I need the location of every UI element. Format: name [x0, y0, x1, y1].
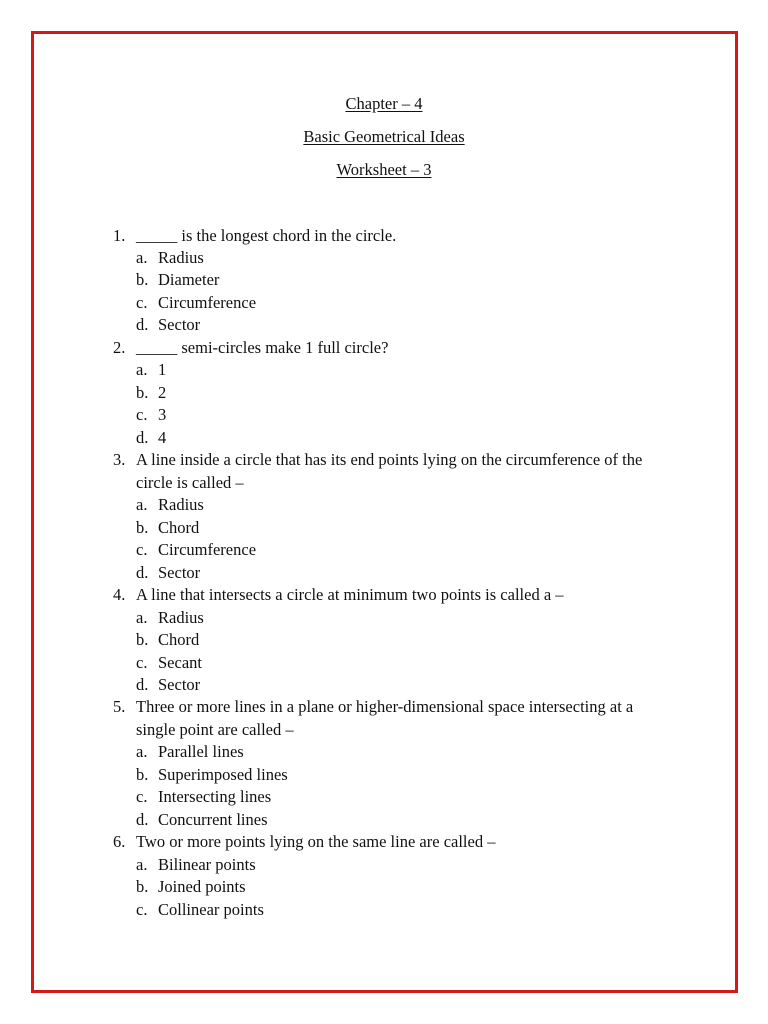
option-letter: b.: [136, 383, 149, 402]
chapter-heading: Chapter – 4: [345, 94, 423, 113]
option-letter: a.: [136, 360, 148, 379]
option-text: Sector: [158, 563, 201, 582]
option-text: Circumference: [158, 540, 257, 559]
option-text: Sector: [158, 675, 201, 694]
question-text-continued: circle is called –: [136, 473, 244, 492]
option-letter: c.: [136, 653, 148, 672]
question-number: 4.: [113, 585, 126, 604]
option-letter: a.: [136, 248, 148, 267]
question-text-continued: single point are called –: [136, 720, 294, 739]
question-text: _____ is the longest chord in the circle.: [136, 226, 397, 245]
option-letter: b.: [136, 877, 149, 896]
worksheet-title: Basic Geometrical Ideas: [303, 127, 465, 146]
option-letter: d.: [136, 315, 149, 334]
option-letter: a.: [136, 742, 148, 761]
option-letter: d.: [136, 675, 149, 694]
option-text: Joined points: [158, 877, 246, 896]
option-text: Collinear points: [158, 900, 264, 919]
option-text: Radius: [158, 608, 204, 627]
option-letter: c.: [136, 787, 148, 806]
option-letter: d.: [136, 563, 149, 582]
option-text: Radius: [158, 495, 204, 514]
option-letter: a.: [136, 495, 148, 514]
worksheet-number: Worksheet – 3: [336, 160, 432, 179]
option-text: Bilinear points: [158, 855, 256, 874]
option-text: Parallel lines: [158, 742, 244, 761]
question-number: 1.: [113, 226, 126, 245]
question-text: _____ semi-circles make 1 full circle?: [136, 338, 389, 357]
option-letter: b.: [136, 630, 149, 649]
option-text: 1: [158, 360, 167, 379]
option-text: Chord: [158, 630, 200, 649]
option-letter: c.: [136, 405, 148, 424]
option-letter: c.: [136, 900, 148, 919]
option-text: 2: [158, 383, 167, 402]
option-text: Secant: [158, 653, 202, 672]
option-letter: b.: [136, 518, 149, 537]
option-letter: b.: [136, 270, 149, 289]
option-text: Concurrent lines: [158, 810, 268, 829]
option-letter: c.: [136, 293, 148, 312]
option-letter: a.: [136, 608, 148, 627]
option-text: Superimposed lines: [158, 765, 288, 784]
question-text: A line that intersects a circle at minimum two points is called a –: [136, 585, 564, 604]
option-text: Intersecting lines: [158, 787, 272, 806]
option-text: Circumference: [158, 293, 257, 312]
option-text: Chord: [158, 518, 200, 537]
option-text: 4: [158, 428, 167, 447]
question-text: A line inside a circle that has its end points lying on the circumference of the: [136, 450, 643, 469]
option-letter: c.: [136, 540, 148, 559]
option-text: Radius: [158, 248, 204, 267]
question-number: 2.: [113, 338, 126, 357]
option-text: 3: [158, 405, 167, 424]
option-letter: a.: [136, 855, 148, 874]
option-letter: b.: [136, 765, 149, 784]
option-text: Diameter: [158, 270, 220, 289]
question-text: Two or more points lying on the same line are called –: [136, 832, 496, 851]
question-number: 3.: [113, 450, 126, 469]
option-letter: d.: [136, 810, 149, 829]
question-number: 5.: [113, 697, 126, 716]
option-text: Sector: [158, 315, 201, 334]
question-text: Three or more lines in a plane or higher-dimensional space intersecting at a: [136, 697, 634, 716]
option-letter: d.: [136, 428, 149, 447]
question-number: 6.: [113, 832, 126, 851]
